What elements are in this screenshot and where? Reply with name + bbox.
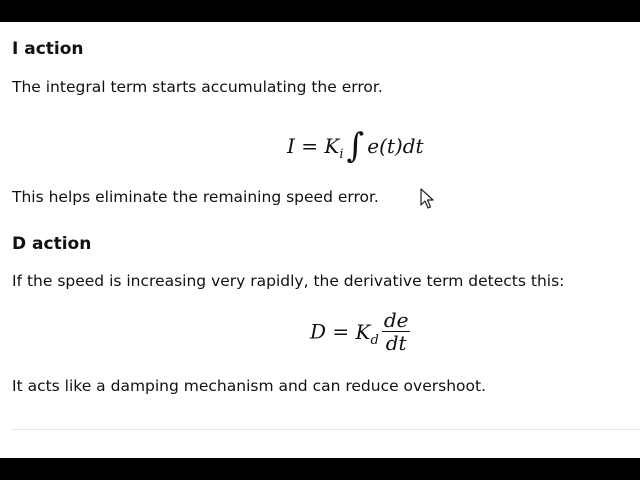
integral-formula (287, 122, 424, 166)
formula-coefficient: K (355, 319, 371, 344)
chat-message-content (0, 22, 640, 458)
fraction-numerator: de (383, 308, 409, 332)
derivative-formula (310, 309, 410, 354)
formula-lhs: D (310, 319, 327, 344)
mouse-pointer-icon (420, 188, 434, 210)
i-action-outro: This helps eliminate the remaining speed error. (12, 188, 379, 206)
derivative-fraction (382, 309, 411, 354)
integral-sign: ∫ (346, 126, 365, 166)
d-action-outro: It acts like a damping mechanism and can reduce overshoot. (12, 377, 486, 395)
formula-subscript: i (339, 147, 344, 162)
formula-subscript: d (370, 332, 379, 348)
i-action-heading: I action (12, 39, 84, 59)
formula-lhs: I (287, 134, 295, 158)
d-action-heading: D action (12, 234, 92, 254)
fraction-denominator: dt (385, 331, 407, 355)
formula-coefficient: K (324, 134, 340, 158)
i-action-intro: The integral term starts accumulating the error. (12, 78, 383, 96)
d-action-intro: If the speed is increasing very rapidly, the derivative term detects this: (12, 272, 565, 290)
formula-equals: = (301, 134, 319, 158)
section-divider (12, 429, 640, 430)
formula-integrand: e(t)dt (367, 134, 424, 158)
formula-equals: = (332, 319, 350, 344)
